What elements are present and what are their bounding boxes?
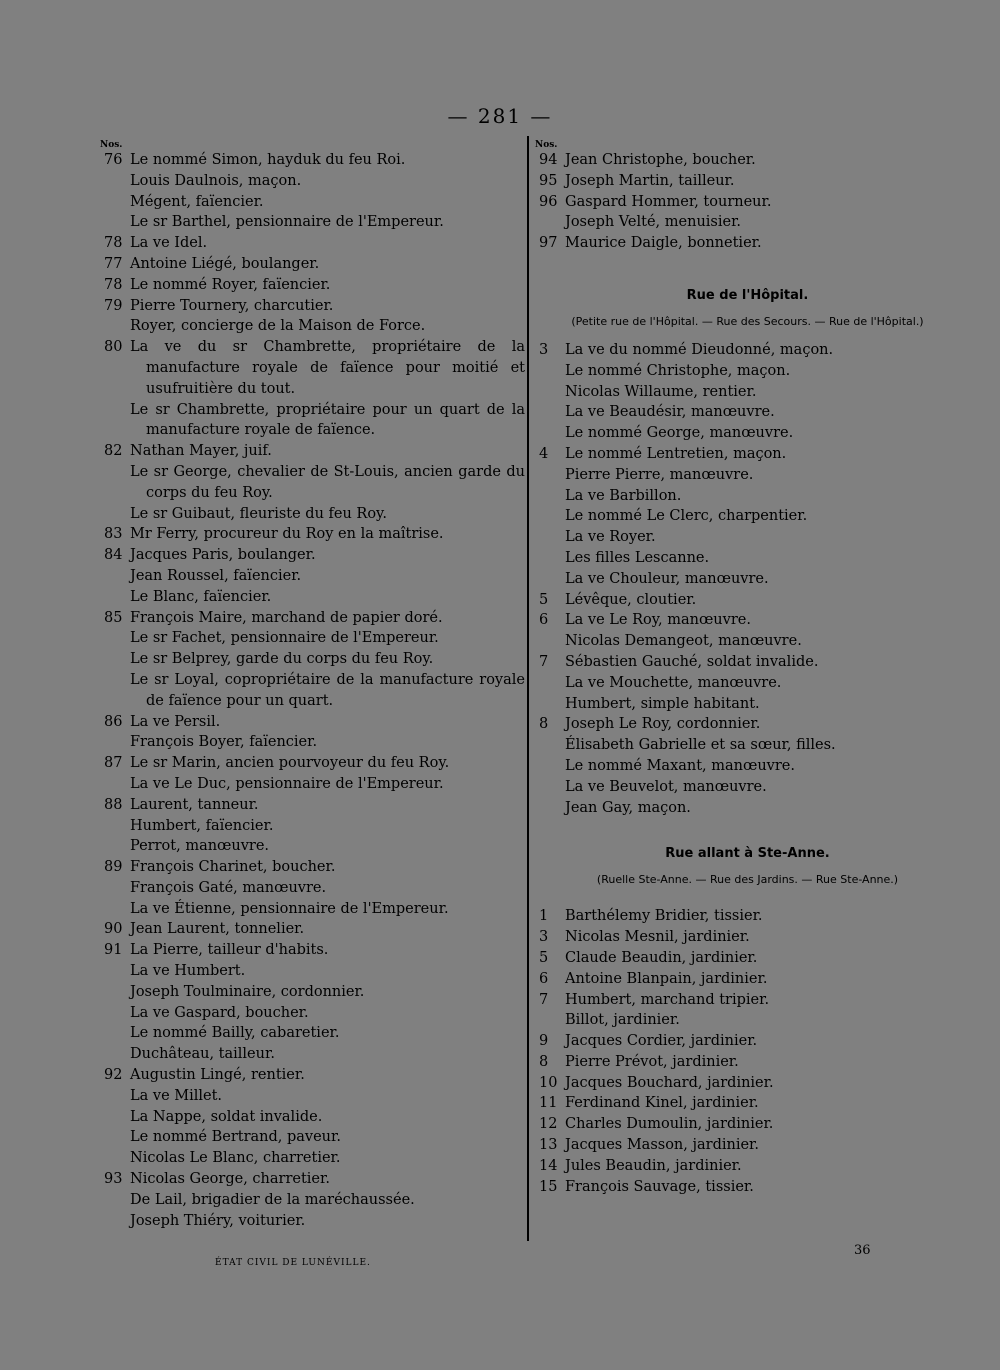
resident-text: Barthélemy Bridier, tissier. <box>565 908 763 925</box>
house-number: 83 <box>104 526 123 543</box>
list-item <box>535 423 960 444</box>
list-item <box>100 816 525 837</box>
resident-text: La ve Gaspard, boucher. <box>130 1004 309 1021</box>
list-item <box>535 361 960 382</box>
resident-text: Le nommé Royer, faïencier. <box>130 276 331 293</box>
house-number: 9 <box>539 1033 549 1050</box>
list-item <box>100 899 525 920</box>
resident-text: La ve Étienne, pensionnaire de l'Empereur. <box>130 900 449 917</box>
section-heading-hopital: Rue de l'Hôpital. <box>686 287 809 303</box>
resident-text: Jacques Masson, jardinier. <box>565 1137 759 1154</box>
list-item <box>535 1135 960 1156</box>
list-item <box>100 192 525 213</box>
resident-text: Nicolas Willaume, rentier. <box>565 383 757 400</box>
resident-text: La ve Barbillon. <box>565 487 682 504</box>
resident-text: Jean Laurent, tonnelier. <box>130 921 305 938</box>
section-subheading-ste-anne: (Ruelle Ste-Anne. — Rue des Jardins. — Rue Ste-Anne.) <box>596 873 899 887</box>
house-number: 85 <box>104 609 123 626</box>
resident-text: La ve Le Duc, pensionnaire de l'Empereur. <box>130 775 444 792</box>
list-item <box>535 610 960 631</box>
resident-text: Nicolas Le Blanc, charretier. <box>130 1150 341 1167</box>
list-item <box>100 400 525 442</box>
resident-text: Le sr Barthel, pensionnaire de l'Empereur. <box>130 214 444 231</box>
house-number: 10 <box>539 1074 558 1091</box>
column-divider <box>527 136 529 1241</box>
section-ste-anne-list <box>535 906 960 1197</box>
resident-text: Augustin Lingé, rentier. <box>130 1067 305 1084</box>
list-item <box>100 919 525 940</box>
house-number: 94 <box>539 152 558 168</box>
resident-text: Mr Ferry, procureur du Roy en la maîtrise. <box>130 526 444 543</box>
resident-text: Joseph Le Roy, cordonnier. <box>565 716 761 733</box>
resident-text: La ve Humbert. <box>130 963 246 980</box>
resident-text: François Maire, marchand de papier doré. <box>130 609 443 626</box>
resident-text: Jean Roussel, faïencier. <box>130 567 302 584</box>
resident-text: La Nappe, soldat invalide. <box>130 1108 323 1125</box>
resident-text: Le sr Guibaut, fleuriste du feu Roy. <box>130 505 387 522</box>
nos-label: Nos. <box>100 140 123 150</box>
house-number: 86 <box>104 713 123 730</box>
resident-text: Sébastien Gauché, soldat invalide. <box>565 653 819 670</box>
list-item <box>535 735 960 756</box>
list-item <box>100 712 525 733</box>
house-number: 1 <box>539 908 549 925</box>
list-item <box>100 836 525 857</box>
list-item <box>100 753 525 774</box>
resident-text: François Sauvage, tissier. <box>565 1178 754 1195</box>
resident-text: La ve Royer. <box>565 529 656 546</box>
house-number: 96 <box>539 193 558 210</box>
house-number: 14 <box>539 1157 558 1174</box>
resident-text: De Lail, brigadier de la maréchaussée. <box>130 1191 415 1208</box>
resident-text: Le sr Belprey, garde du corps du feu Roy. <box>130 651 434 668</box>
resident-text: Le nommé Simon, hayduk du feu Roi. <box>130 152 406 168</box>
list-item <box>535 527 960 548</box>
list-item <box>535 171 960 192</box>
house-number: 76 <box>104 152 123 168</box>
list-item <box>535 150 960 171</box>
resident-text: Royer, concierge de la Maison de Force. <box>130 318 426 335</box>
list-item <box>100 1107 525 1128</box>
left-entry-list <box>100 150 525 1231</box>
list-item <box>535 1156 960 1177</box>
list-item <box>100 296 525 317</box>
resident-text: Nicolas Demangeot, manœuvre. <box>565 633 802 650</box>
resident-text: Jacques Bouchard, jardinier. <box>565 1074 774 1091</box>
house-number: 3 <box>539 341 549 358</box>
list-item <box>100 1190 525 1211</box>
resident-text: La ve Le Roy, manœuvre. <box>565 612 751 629</box>
house-number: 92 <box>104 1067 123 1084</box>
list-item <box>100 857 525 878</box>
list-item <box>100 608 525 629</box>
house-number: 8 <box>539 1053 549 1070</box>
resident-text: La ve Idel. <box>130 235 208 252</box>
list-item <box>100 212 525 233</box>
list-item <box>535 927 960 948</box>
list-item <box>100 982 525 1003</box>
resident-text: Billot, jardinier. <box>565 1012 680 1029</box>
resident-text: Gaspard Hommer, tourneur. <box>565 193 772 210</box>
list-item <box>100 337 525 399</box>
list-item <box>535 1177 960 1198</box>
list-item <box>535 340 960 361</box>
list-item <box>535 1093 960 1114</box>
list-item <box>100 878 525 899</box>
resident-text: Jean Christophe, boucher. <box>565 152 756 168</box>
list-item <box>535 548 960 569</box>
list-item <box>535 465 960 486</box>
house-number: 93 <box>104 1171 123 1188</box>
resident-text: Humbert, faïencier. <box>130 817 274 834</box>
resident-text: Charles Dumoulin, jardinier. <box>565 1116 774 1133</box>
footer-text: ÉTAT CIVIL DE LUNÉVILLE. <box>215 1258 371 1268</box>
resident-text: Antoine Liégé, boulanger. <box>130 255 320 272</box>
resident-text: Pierre Prévot, jardinier. <box>565 1053 739 1070</box>
list-item <box>100 1169 525 1190</box>
house-number: 82 <box>104 443 123 460</box>
section-heading-ste-anne: Rue allant à Ste-Anne. <box>665 846 830 862</box>
list-item <box>100 254 525 275</box>
left-column <box>100 140 525 1231</box>
resident-text: Pierre Pierre, manœuvre. <box>565 466 754 483</box>
resident-text: Le Blanc, faïencier. <box>130 588 272 605</box>
resident-text: Louis Daulnois, maçon. <box>130 172 302 189</box>
house-number: 5 <box>539 949 549 966</box>
resident-text: Le nommé Bailly, cabaretier. <box>130 1025 340 1042</box>
house-number: 80 <box>104 339 123 356</box>
list-item <box>535 1114 960 1135</box>
sheet-number: 36 <box>854 1243 871 1258</box>
list-item <box>100 150 525 171</box>
house-number: 7 <box>539 991 549 1008</box>
house-number: 11 <box>539 1095 558 1112</box>
resident-text: La ve du sr Chambrette, propriétaire de la manufacture royale de faïence pour moitié et usufruitière du tout. <box>130 339 525 397</box>
section-hopital-list <box>535 340 960 818</box>
resident-text: Laurent, tanneur. <box>130 796 259 813</box>
house-number: 78 <box>104 276 123 293</box>
list-item <box>100 566 525 587</box>
list-item <box>100 961 525 982</box>
house-number: 15 <box>539 1178 558 1195</box>
list-item <box>100 1003 525 1024</box>
list-item <box>100 504 525 525</box>
list-item <box>535 506 960 527</box>
list-item <box>100 1127 525 1148</box>
house-number: 97 <box>539 235 558 252</box>
list-item <box>100 587 525 608</box>
list-item <box>535 486 960 507</box>
resident-text: Lévêque, cloutier. <box>565 591 697 608</box>
house-number: 8 <box>539 716 549 733</box>
house-number: 12 <box>539 1116 558 1133</box>
house-number: 13 <box>539 1137 558 1154</box>
resident-text: La ve Persil. <box>130 713 221 730</box>
list-item <box>535 990 960 1011</box>
resident-text: Humbert, simple habitant. <box>565 695 760 712</box>
resident-text: Le sr Marin, ancien pourvoyeur du feu Roy. <box>130 755 450 772</box>
resident-text: La ve Millet. <box>130 1087 223 1104</box>
list-item <box>100 1044 525 1065</box>
resident-text: Perrot, manœuvre. <box>130 838 270 855</box>
resident-text: La ve Chouleur, manœuvre. <box>565 570 769 587</box>
list-item <box>100 171 525 192</box>
house-number: 6 <box>539 970 549 987</box>
resident-text: Joseph Velté, menuisier. <box>565 214 742 231</box>
list-item <box>100 1211 525 1232</box>
list-item <box>100 233 525 254</box>
resident-text: François Boyer, faïencier. <box>130 734 318 751</box>
resident-text: La ve Mouchette, manœuvre. <box>565 674 782 691</box>
list-item <box>535 382 960 403</box>
resident-text: Le sr Fachet, pensionnaire de l'Empereur. <box>130 630 439 647</box>
list-item <box>535 798 960 819</box>
resident-text: Le nommé Lentretien, maçon. <box>565 445 787 462</box>
resident-text: Les filles Lescanne. <box>565 549 710 566</box>
house-number: 84 <box>104 547 123 564</box>
list-item <box>100 524 525 545</box>
house-number: 89 <box>104 859 123 876</box>
resident-text: Le nommé Bertrand, paveur. <box>130 1129 341 1146</box>
house-number: 4 <box>539 445 549 462</box>
house-number: 5 <box>539 591 549 608</box>
list-item <box>535 694 960 715</box>
resident-text: Jacques Paris, boulanger. <box>130 547 316 564</box>
resident-text: Antoine Blanpain, jardinier. <box>565 970 768 987</box>
resident-text: Joseph Thiéry, voiturier. <box>130 1212 306 1229</box>
resident-text: Joseph Martin, tailleur. <box>565 172 735 189</box>
resident-text: Nicolas George, charretier. <box>130 1171 330 1188</box>
resident-text: Duchâteau, tailleur. <box>130 1046 275 1063</box>
list-item <box>535 212 960 233</box>
resident-text: Jacques Cordier, jardinier. <box>565 1033 758 1050</box>
resident-text: Claude Beaudin, jardinier. <box>565 949 758 966</box>
resident-text: Le sr Chambrette, propriétaire pour un quart de la manufacture royale de faïence. <box>130 401 525 439</box>
list-item <box>535 1031 960 1052</box>
resident-text: Jean Gay, maçon. <box>565 799 691 816</box>
resident-text: Le sr Loyal, copropriétaire de la manufacture royale de faïence pour un quart. <box>130 671 525 709</box>
resident-text: Élisabeth Gabrielle et sa sœur, filles. <box>565 737 836 754</box>
list-item <box>100 462 525 504</box>
list-item <box>100 441 525 462</box>
right-column <box>535 140 960 1197</box>
house-number: 3 <box>539 929 549 946</box>
list-item <box>535 1073 960 1094</box>
resident-text: La ve Beaudésir, manœuvre. <box>565 404 775 421</box>
list-item <box>535 444 960 465</box>
house-number: 95 <box>539 172 558 189</box>
resident-text: La ve du nommé Dieudonné, maçon. <box>565 341 834 358</box>
list-item <box>100 545 525 566</box>
list-item <box>535 1052 960 1073</box>
list-item <box>535 233 960 254</box>
right-entry-list <box>535 150 960 254</box>
list-item <box>100 275 525 296</box>
list-item <box>100 1065 525 1086</box>
list-item <box>100 774 525 795</box>
house-number: 79 <box>104 297 123 314</box>
list-item <box>100 649 525 670</box>
resident-text: Le nommé Maxant, manœuvre. <box>565 757 795 774</box>
house-number: 87 <box>104 755 123 772</box>
house-number: 7 <box>539 653 549 670</box>
list-item <box>100 732 525 753</box>
resident-text: La ve Beuvelot, manœuvre. <box>565 778 767 795</box>
house-number: 90 <box>104 921 123 938</box>
list-item <box>100 940 525 961</box>
list-item <box>535 969 960 990</box>
resident-text: Nathan Mayer, juif. <box>130 443 272 460</box>
list-item <box>535 673 960 694</box>
nos-label-right: Nos. <box>535 140 558 150</box>
list-item <box>535 714 960 735</box>
list-item <box>535 590 960 611</box>
resident-text: Ferdinand Kinel, jardinier. <box>565 1095 759 1112</box>
resident-text: Mégent, faïencier. <box>130 193 264 210</box>
resident-text: Joseph Toulminaire, cordonnier. <box>130 983 365 1000</box>
list-item <box>535 192 960 213</box>
section-subheading-hopital: (Petite rue de l'Hôpital. — Rue des Secours. — Rue de l'Hôpital.) <box>571 314 924 328</box>
resident-text: Jules Beaudin, jardinier. <box>565 1157 742 1174</box>
list-item <box>535 756 960 777</box>
resident-text: Le sr George, chevalier de St-Louis, ancien garde du corps du feu Roy. <box>130 463 525 501</box>
resident-text: La Pierre, tailleur d'habits. <box>130 942 329 959</box>
house-number: 78 <box>104 235 123 252</box>
list-item <box>100 316 525 337</box>
resident-text: Pierre Tournery, charcutier. <box>130 297 334 314</box>
house-number: 77 <box>104 255 123 272</box>
resident-text: Maurice Daigle, bonnetier. <box>565 235 762 252</box>
resident-text: Le nommé George, manœuvre. <box>565 425 794 442</box>
resident-text: François Gaté, manœuvre. <box>130 879 327 896</box>
list-item <box>535 652 960 673</box>
page-number: — 281 — <box>447 104 553 128</box>
resident-text: Nicolas Mesnil, jardinier. <box>565 929 750 946</box>
resident-text: François Charinet, boucher. <box>130 859 336 876</box>
list-item <box>100 1148 525 1169</box>
list-item <box>100 670 525 712</box>
house-number: 91 <box>104 942 123 959</box>
list-item <box>535 631 960 652</box>
list-item <box>535 906 960 927</box>
list-item <box>100 1086 525 1107</box>
list-item <box>535 948 960 969</box>
resident-text: Le nommé Christophe, maçon. <box>565 362 791 379</box>
list-item <box>535 569 960 590</box>
list-item <box>535 1010 960 1031</box>
list-item <box>535 402 960 423</box>
list-item <box>100 1023 525 1044</box>
list-item <box>535 777 960 798</box>
resident-text: Humbert, marchand tripier. <box>565 991 770 1008</box>
house-number: 88 <box>104 796 123 813</box>
list-item <box>100 795 525 816</box>
list-item <box>100 628 525 649</box>
house-number: 6 <box>539 612 549 629</box>
resident-text: Le nommé Le Clerc, charpentier. <box>565 508 808 525</box>
